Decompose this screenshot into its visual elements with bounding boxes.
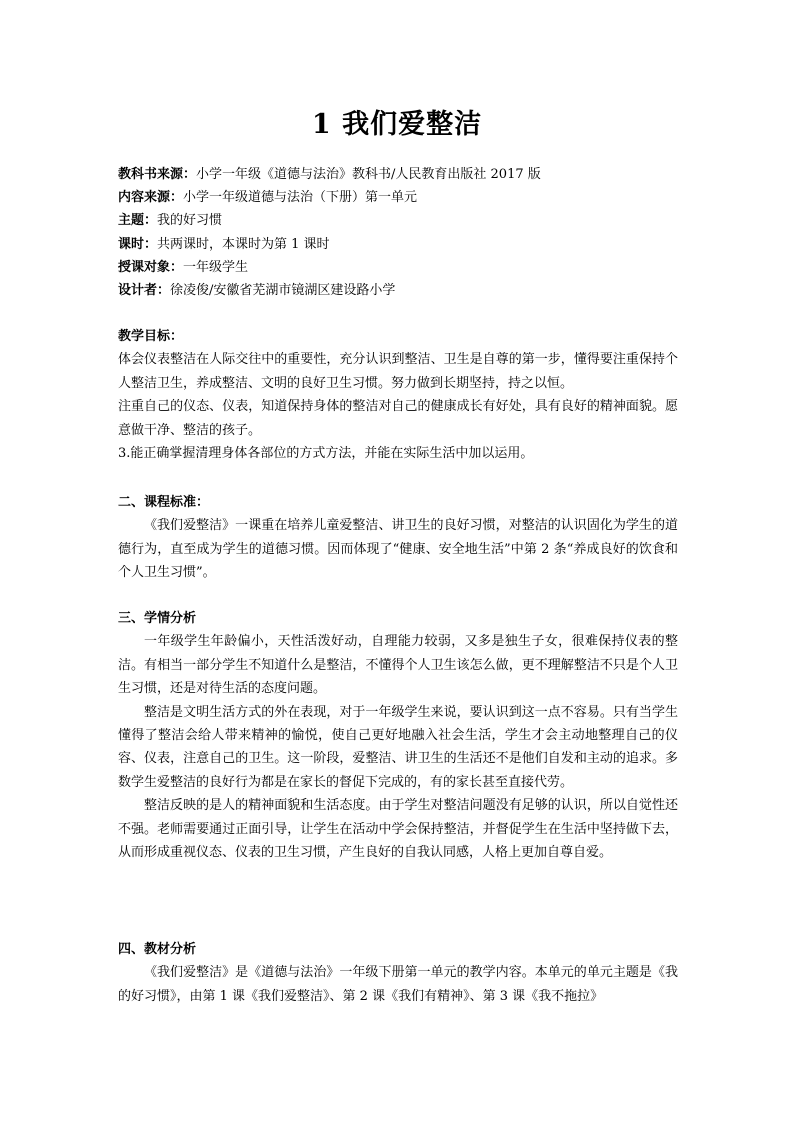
- section-textbook: [118, 938, 678, 1008]
- info-row-theme: [118, 209, 678, 232]
- section-heading: 三、学情分析: [118, 611, 197, 626]
- info-label: 内容来源：: [118, 190, 184, 206]
- lesson-info: [118, 163, 678, 302]
- info-row-designer: [118, 279, 678, 302]
- paragraph: 整洁反映的是人的精神面貌和生活态度。由于学生对整洁问题没有足够的认识，所以自觉性还不强。老师需要通过正面引导，让学生在活动中学会保持整洁，并督促学生在生活中坚持做下去，从而形成重视仪态、仪表的卫生习惯，产生良好的自我认同感，人格上更加自尊自爱。: [118, 798, 678, 861]
- info-row-source: [118, 163, 678, 186]
- info-label: 课时：: [118, 236, 158, 252]
- document-title: 1 我们爱整洁: [311, 109, 483, 140]
- info-label: 设计者：: [118, 283, 171, 299]
- info-label: 授课对象：: [118, 259, 184, 275]
- paragraph: 注重自己的仪态、仪表，知道保持身体的整洁对自己的健康成长有好处，具有良好的精神面貌。愿意做干净、整洁的孩子。: [118, 399, 678, 438]
- info-row-periods: [118, 233, 678, 256]
- info-value: 共两课时，本课时为第 1 课时: [157, 236, 330, 252]
- section-heading: 二、课程标准：: [118, 495, 210, 510]
- section-heading: 四、教材分析: [118, 942, 197, 957]
- info-label: 教科书来源：: [118, 167, 197, 182]
- section-standards: [118, 491, 678, 585]
- info-label: 主题：: [118, 213, 158, 229]
- paragraph: 3.能正确掌握清理身体各部位的方式方法，并能在实际生活中加以运用。: [118, 446, 534, 462]
- paragraph: 《我们爱整洁》一课重在培养儿童爱整洁、讲卫生的良好习惯，对整洁的认识固化为学生的道德行为，直至成为学生的道德习惯。因而体现了“健康、安全地生活”中第 2 条“养成良好的饮食和个人卫生习惯”。: [118, 518, 678, 581]
- info-value: 小学一年级《道德与法治》教科书/人民教育出版社 2017 版: [196, 167, 541, 182]
- paragraph: 整洁是文明生活方式的外在表现，对于一年级学生来说，要认识到这一点不容易。只有当学生懂得了整洁会给人带来精神的愉悦，使自己更好地融入社会生活，学生才会主动地整理自己的仪容、仪表，注意自己的卫生。这一阶段，爱整洁、讲卫生的生活还不是他们自发和主动的追求。多数学生爱整洁的良好行为都是在家长的督促下完成的，有的家长甚至直接代劳。: [118, 704, 678, 790]
- info-row-audience: [118, 256, 678, 279]
- paragraph: 《我们爱整洁》是《道德与法治》一年级下册第一单元的教学内容。本单元的单元主题是《我的好习惯》，由第 1 课《我们爱整洁》、第 2 课《我们有精神》、第 3 课《我不拖拉》: [118, 965, 678, 1004]
- info-value: 我的好习惯: [157, 213, 223, 229]
- paragraph: 一年级学生年龄偏小，天性活泼好动，自理能力较弱，又多是独生子女，很难保持仪表的整洁。有相当一部分学生不知道什么是整洁，不懂得个人卫生该怎么做，更不理解整洁不只是个人卫生习惯，还是对待生活的态度问题。: [118, 634, 678, 697]
- section-heading: 教学目标：: [118, 329, 184, 344]
- section-objectives: [118, 325, 678, 465]
- info-value: 小学一年级道德与法治（下册）第一单元: [183, 190, 418, 206]
- info-value: 一年级学生: [183, 259, 249, 275]
- paragraph: 体会仪表整洁在人际交往中的重要性，充分认识到整洁、卫生是自尊的第一步，懂得要注重保持个人整洁卫生，养成整洁、文明的良好卫生习惯。努力做到长期坚持，持之以恒。: [118, 352, 678, 391]
- info-row-content: [118, 186, 678, 209]
- info-value: 徐凌俊/安徽省芜湖市镜湖区建设路小学: [170, 283, 396, 299]
- section-analysis: [118, 607, 678, 864]
